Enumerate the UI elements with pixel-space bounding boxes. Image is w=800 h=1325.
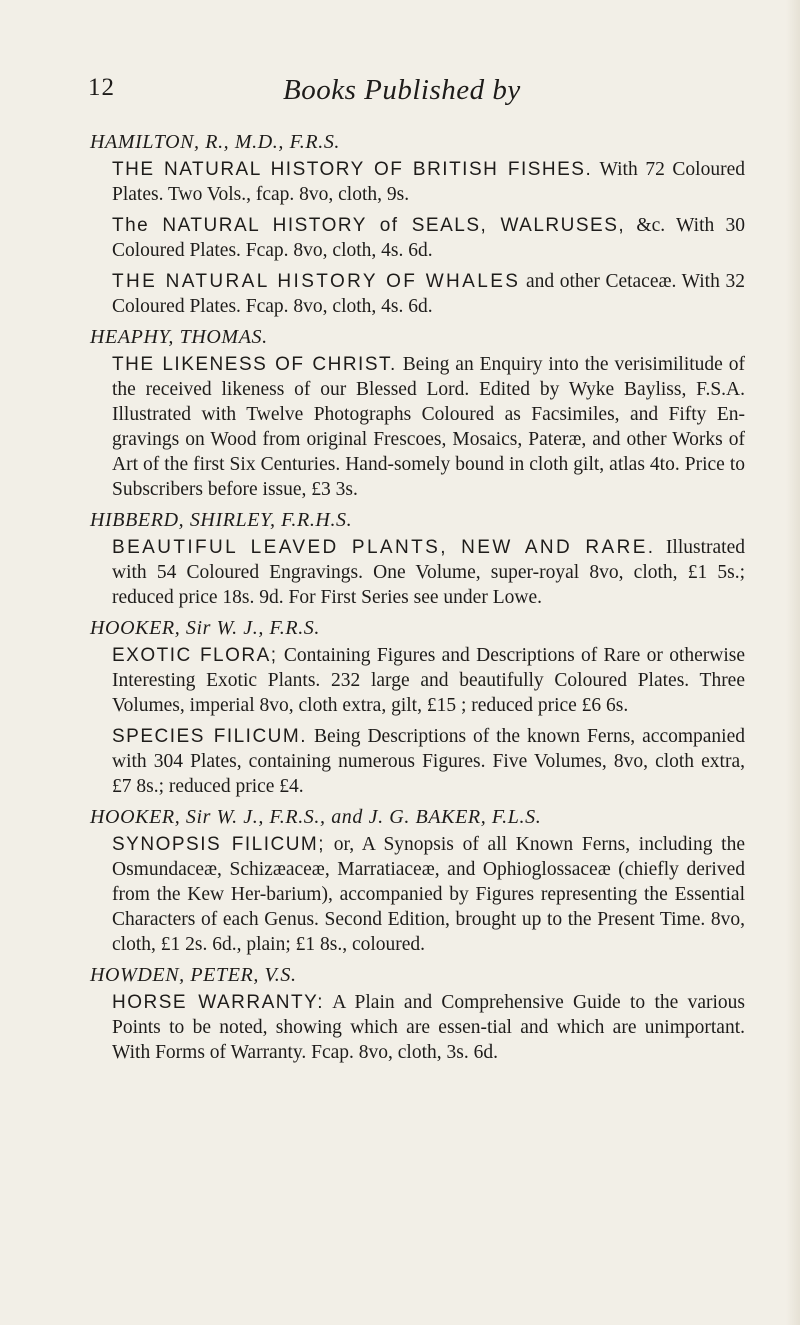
page-header bbox=[88, 74, 728, 114]
book-description: A Plain and Comprehensive Guide to the various Points to be noted, showing which are essen-tial and which are unimportant. With Forms of Warranty. Fcap. 8vo, cloth, 3s. 6d. bbox=[112, 992, 745, 1063]
book-title: BEAUTIFUL LEAVED PLANTS, NEW AND RARE. bbox=[112, 537, 656, 558]
book-description: Illustrated with 54 Coloured Engravings. One Volume, super-royal 8vo, cloth, £1 5s.; reduced price 18s. 9d. For First Series see under Lowe. bbox=[112, 537, 745, 608]
author-heading: HOOKER, Sir W. J., F.R.S., and J. G. BAKER, F.L.S. bbox=[90, 806, 542, 828]
author-heading: HAMILTON, R., M.D., F.R.S. bbox=[90, 131, 341, 153]
book-description: &c. With 30 Coloured Plates. Fcap. 8vo, cloth, 4s. 6d. bbox=[112, 215, 745, 261]
book-entry bbox=[112, 352, 745, 502]
page-gutter-shadow bbox=[786, 0, 800, 1325]
book-title: THE NATURAL HISTORY OF WHALES bbox=[112, 271, 521, 292]
book-entry bbox=[112, 213, 745, 263]
book-title: SYNOPSIS FILICUM; bbox=[112, 834, 326, 855]
book-description: Being Descriptions of the known Ferns, accompanied with 304 Plates, containing numerous Figures. Five Volumes, 8vo, cloth extra, £7 8s.; reduced price £4. bbox=[112, 726, 745, 797]
book-description: Being an Enquiry into the verisimilitude of the received likeness of our Blessed Lord. Edited by Wyke Bayliss, F.S.A. Illustrated with Twelve Photographs Coloured as Facsimiles, and Fifty En-gravings on Wood from original Frescoes, Mosaics, Pateræ, and other Works of Art of the first Six Centuries. Hand-somely bound in cloth gilt, atlas 4to. Price to Subscribers before issue, £3 3s. bbox=[112, 354, 746, 500]
author-heading: HOOKER, Sir W. J., F.R.S. bbox=[90, 617, 320, 639]
book-entry bbox=[112, 724, 745, 799]
book-title: The NATURAL HISTORY of SEALS, WALRUSES, bbox=[112, 215, 626, 236]
book-entry bbox=[112, 157, 745, 207]
book-title: SPECIES FILICUM. bbox=[112, 726, 307, 747]
book-title: EXOTIC FLORA; bbox=[112, 645, 278, 666]
book-title: HORSE WARRANTY: bbox=[112, 992, 325, 1013]
author-heading: HIBBERD, SHIRLEY, F.R.H.S. bbox=[90, 509, 353, 531]
book-title: THE LIKENESS OF CHRIST. bbox=[112, 354, 397, 375]
catalogue-listing bbox=[90, 130, 745, 1071]
author-heading: HOWDEN, PETER, V.S. bbox=[90, 964, 297, 986]
book-description: Containing Figures and Descriptions of Rare or otherwise Interesting Exotic Plants. 232 large and beautifully Coloured Plates. Three Volumes, imperial 8vo, cloth extra, gilt, £15 ; reduced price £6 6s. bbox=[112, 645, 746, 716]
book-description: or, A Synopsis of all Known Ferns, including the Osmundaceæ, Schizæaceæ, Marratiaceæ, and Ophioglossaceæ (chiefly derived from the Kew Her-barium), accompanied by Figures representing the Essential Characters of each Genus. Second Edition, brought up to the Present Time. 8vo, cloth, £1 2s. 6d., plain; £1 8s., coloured. bbox=[112, 834, 746, 955]
book-entry bbox=[112, 643, 745, 718]
running-title: Books Published by bbox=[283, 74, 521, 106]
book-description: With 72 Coloured Plates. Two Vols., fcap. 8vo, cloth, 9s. bbox=[112, 159, 746, 205]
page-number: 12 bbox=[88, 74, 115, 101]
book-entry bbox=[112, 990, 745, 1065]
book-description: and other Cetaceæ. With 32 Coloured Plates. Fcap. 8vo, cloth, 4s. 6d. bbox=[112, 271, 745, 317]
book-entry bbox=[112, 535, 745, 610]
book-title: THE NATURAL HISTORY OF BRITISH FISHES. bbox=[112, 159, 593, 180]
author-heading: HEAPHY, THOMAS. bbox=[90, 326, 268, 348]
book-entry bbox=[112, 269, 745, 319]
book-entry bbox=[112, 832, 745, 957]
